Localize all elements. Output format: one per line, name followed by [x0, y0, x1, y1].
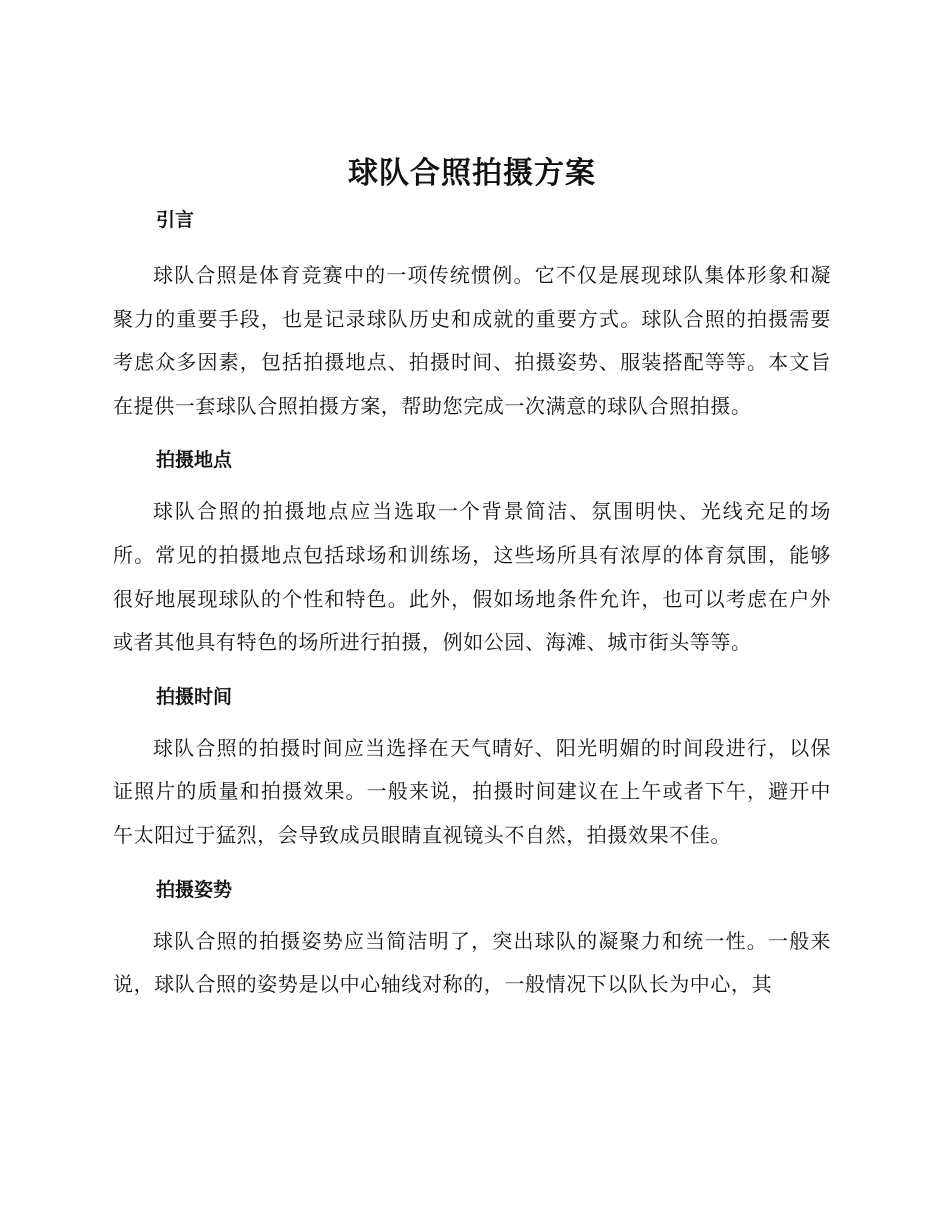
- document-title: 球队合照拍摄方案: [348, 156, 596, 191]
- section-time: [113, 677, 831, 858]
- section-paragraph-pose: 球队合照的拍摄姿势应当简洁明了，突出球队的凝聚力和统一性。一般来说，球队合照的姿势是以中心轴线对称的，一般情况下以队长为中心，其: [113, 928, 831, 997]
- section-paragraph-location: 球队合照的拍摄地点应当选取一个背景简洁、氛围明快、光线充足的场所。常见的拍摄地点包括球场和训练场，这些场所具有浓厚的体育氛围，能够很好地展现球队的个性和特色。此外，假如场地条件允许，也可以考虑在户外或者其他具有特色的场所进行拍摄，例如公园、海滩、城市街头等等。: [113, 499, 831, 655]
- section-pose: [113, 870, 831, 1007]
- document-body: [113, 148, 831, 1007]
- section-heading-pose: 拍摄姿势: [156, 878, 233, 901]
- section-paragraph-introduction: 球队合照是体育竞赛中的一项传统惯例。它不仅是展现球队集体形象和凝聚力的重要手段，也是记录球队历史和成就的重要方式。球队合照的拍摄需要考虑众多因素，包括拍摄地点、拍摄时间、拍摄姿势、服装搭配等等。本文旨在提供一套球队合照拍摄方案，帮助您完成一次满意的球队合照拍摄。: [113, 263, 831, 418]
- section-paragraph-time: 球队合照的拍摄时间应当选择在天气晴好、阳光明媚的时间段进行，以保证照片的质量和拍摄效果。一般来说，拍摄时间建议在上午或者下午，避开中午太阳过于猛烈，会导致成员眼睛直视镜头不自然，拍摄效果不佳。: [113, 735, 831, 847]
- section-heading-location: 拍摄地点: [156, 449, 233, 472]
- section-location: [113, 440, 831, 664]
- section-heading-time: 拍摄时间: [156, 685, 233, 708]
- section-heading-introduction: 引言: [156, 209, 195, 231]
- section-introduction: [113, 200, 831, 428]
